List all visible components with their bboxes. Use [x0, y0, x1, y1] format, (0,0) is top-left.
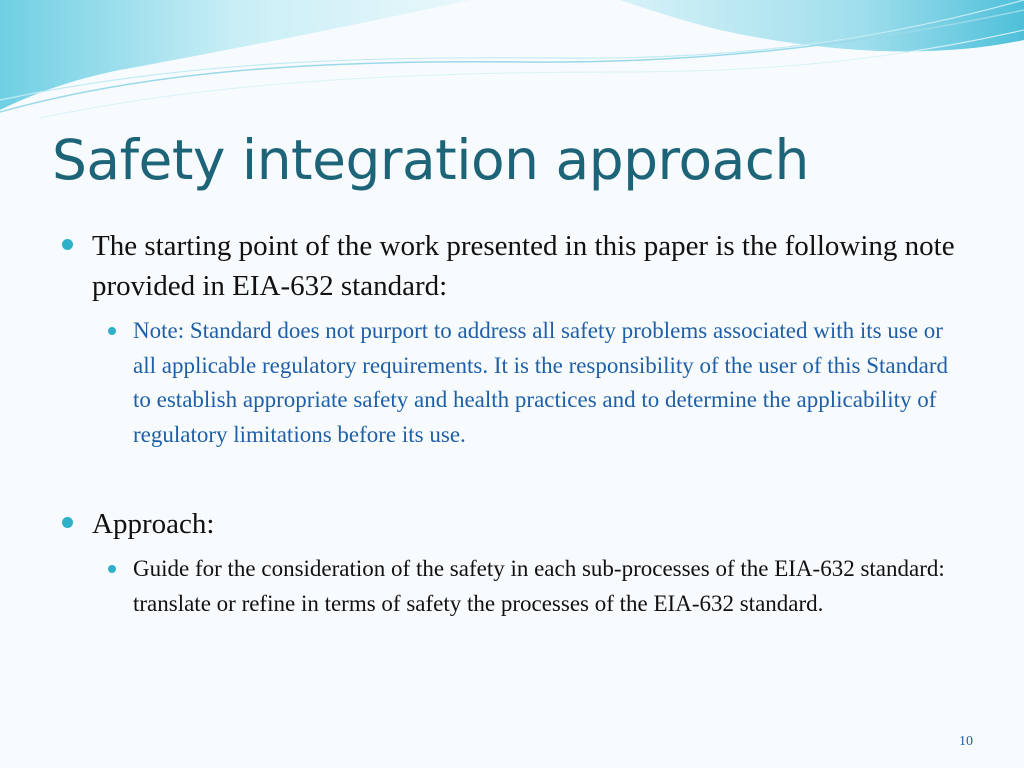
bullet-dot-icon: [62, 517, 73, 528]
header-wave-decoration: [0, 0, 1024, 130]
slide-content: [60, 226, 960, 621]
sub-bullet-dot-icon: [108, 327, 116, 335]
wave-band-right: [620, 0, 1024, 51]
sub-bullet-dot-icon: [108, 565, 116, 573]
wave-band-left: [0, 0, 470, 110]
bullet-dot-icon: [62, 239, 73, 250]
bullet-text: Approach:: [92, 508, 215, 540]
sub-bullet-note: [60, 314, 960, 452]
bullet-text: The starting point of the work presented in this paper is the following note provided in EIA-632 standard:: [92, 230, 955, 302]
sub-bullet-text: Guide for the consideration of the safety in each sub-processes of the EIA-632 standard: translate or refine in terms of safety the processes of the EIA-632 standard.: [133, 556, 945, 616]
bullet-approach: [60, 504, 960, 544]
slide-number: 10: [959, 734, 973, 749]
bullet-starting-point: [60, 226, 960, 306]
sub-bullet-text: Note: Standard does not purport to address all safety problems associated with its use or all applicable regulatory requirements. It is the responsibility of the user of this Standard to establish appropriate safety and health practices and to determine the applicability of regulatory limitations before its use.: [133, 318, 949, 447]
sub-bullet-guide: [60, 552, 960, 621]
slide-title: Safety integration approach: [52, 128, 809, 192]
